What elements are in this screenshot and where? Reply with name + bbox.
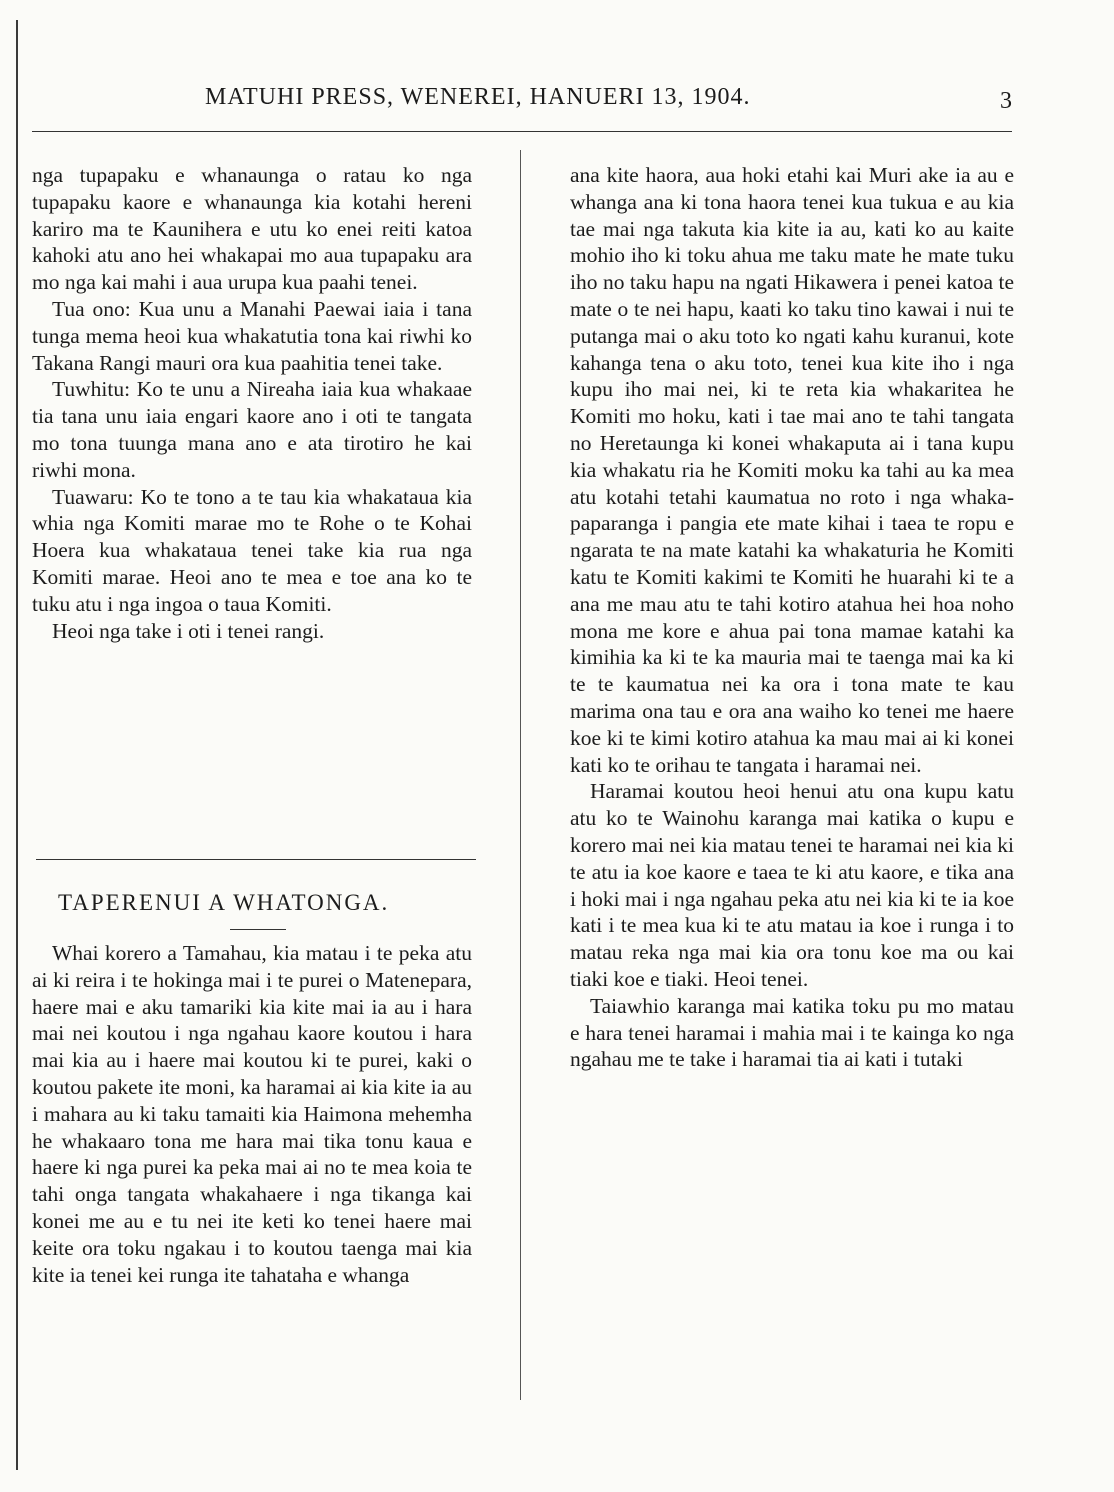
- paragraph: Tuawaru: Ko te tono a te tau kia whakataua kia whia nga Komiti marae mo te Rohe o te Kohai Hoera kua whakataua tenei take kia rua nga Komiti marae. Heoi ano te mea e toe ana ko te tuku atu i nga ingoa o taua Komiti.: [32, 484, 472, 616]
- paragraph: nga tupapaku e whanaunga o ratau ko nga tupapaku kaore e whanaunga kia kotahi hereni kariro ma te Kaunihera e utu ko enei reiti katoa kahoki atu ano hei whakapai mo aua tupapaku ara mo nga kai mahi i aua urupa kua paahi tenei.: [32, 163, 472, 295]
- section-separator: [36, 859, 476, 860]
- masthead-title: MATUHI PRESS, WENEREI, HANUERI 13, 1904.: [205, 84, 751, 110]
- paragraph: Whai korero a Tamahau, kia matau i te peka atu ai ki reira i te hokinga mai i te purei o Matenepara, haere mai e aku tamariki kia kite mai ia au i hara mai nei koutou i nga ngahau kaore koutou i hara mai kia au i haere mai koutou ki te purei, kaki o koutou pakete ite moni, ka haramai ai kia kite ia au i mahara au ki taku tamaiti kia Haimona mehemha he whakaaro tona me hara mai tika tonu kaua e haere ki nga purei ka peka mai ai no te mea koia te tahi onga tangata whakahaere i nga tikanga kai konei me au e tu nei ite keti ko tenei haere mai keite ora toku ngakau i to koutou taenga mai kia kite ia tenei kei runga ite tahataha e whanga: [32, 941, 472, 1287]
- paragraph: Haramai koutou heoi henui atu ona kupu katu atu ko te Wainohu karanga mai katika o kupu e korero mai nei kia matau tenei te haramai nei kia ki te atu ia koe kaore e taea te ki atu kaore, e tika ana i hoki mai i nga ngahau peka atu nei kia ki te ia koe kati i te mea kua ki te atu matau ia koe i runga i to matau reka nga mai kia ora tonu koe ma ou kai tiaki koe e tiaki. Heoi tenei.: [570, 779, 1014, 991]
- page-edge-rule: [16, 20, 18, 1470]
- left-column: [32, 162, 472, 644]
- paragraph: Tua ono: Kua unu a Manahi Paewai iaia i tana tunga mema heoi kua whakatutia tona kai riwhi ko Takana Rangi mauri ora kua paahitia tenei take.: [32, 296, 472, 375]
- paragraph: Tuwhitu: Ko te unu a Nireaha iaia kua whakaae tia tana unu iaia engari kaore ano i oti te tangata mo tona tuunga mana ano e ata tirotiro he kai riwhi mona.: [32, 377, 472, 482]
- right-column: [570, 162, 1014, 1073]
- paragraph: Heoi nga take i oti i tenei rangi.: [52, 618, 325, 643]
- paragraph: Taiawhio karanga mai katika toku pu mo matau e hara tenei haramai i mahia mai i te kainga ko nga ngahau me te take i haramai tia ai kati i tutaki: [570, 993, 1014, 1072]
- paragraph: ana kite haora, aua hoki etahi kai Muri ake ia au e whanga ana ki tona haora tenei kua tukua e au kia tae mai nga takuta kia kite ia au, kati ko au kaite mohio iho ki toku ahua me taku mate he mate tuku iho no taku hapu na ngati Hikawera i penei katoa te mate o te nei hapu, kaati ko taku tino kawai i nui te putanga mai o aku toto ko ngati kahu kuranui, kote kahanga tena o aku toto, tenei kua kite iho i nga kupu iho mai nei, ki te reta kia whakaritea he Komiti mo hoku, kati i tae mai ano te tahi tangata no Heretaunga ki konei whakaputa ai i tana kupu kia whakatu ria he Komiti moku ka tahi au ka mea atu kotahi tetahi kaumatua no roto i nga whaka-paparanga i pangia ete mate kihai i taea te ropu e ngarata te na mate katahi ka whakaturia he Komiti katu te Komiti kakimi te Komiti he huarahi ki te a ana me mau atu te tahi kotiro atahua hei hoa noho mona me kore e ahua pai tona mamae katahi ka kimihia ka ki te ka mauria mai te taenga mai ka ki te te kaumatua nei ka ora i tona mate te kau marima ona tau e ora ana waiho ko tenei me haere koe ki te kimi kotiro atahua ka mau mai ai ki konei kati ko te orihau te tangata i haramai nei.: [570, 163, 1014, 777]
- header-rule: [32, 131, 1012, 132]
- page-number: 3: [1000, 88, 1012, 114]
- column-divider: [520, 150, 521, 1400]
- page-header: [0, 84, 1114, 120]
- section-heading: TAPERENUI A WHATONGA.: [58, 890, 390, 915]
- heading-underline: [230, 929, 286, 930]
- left-column-section: [32, 940, 472, 1288]
